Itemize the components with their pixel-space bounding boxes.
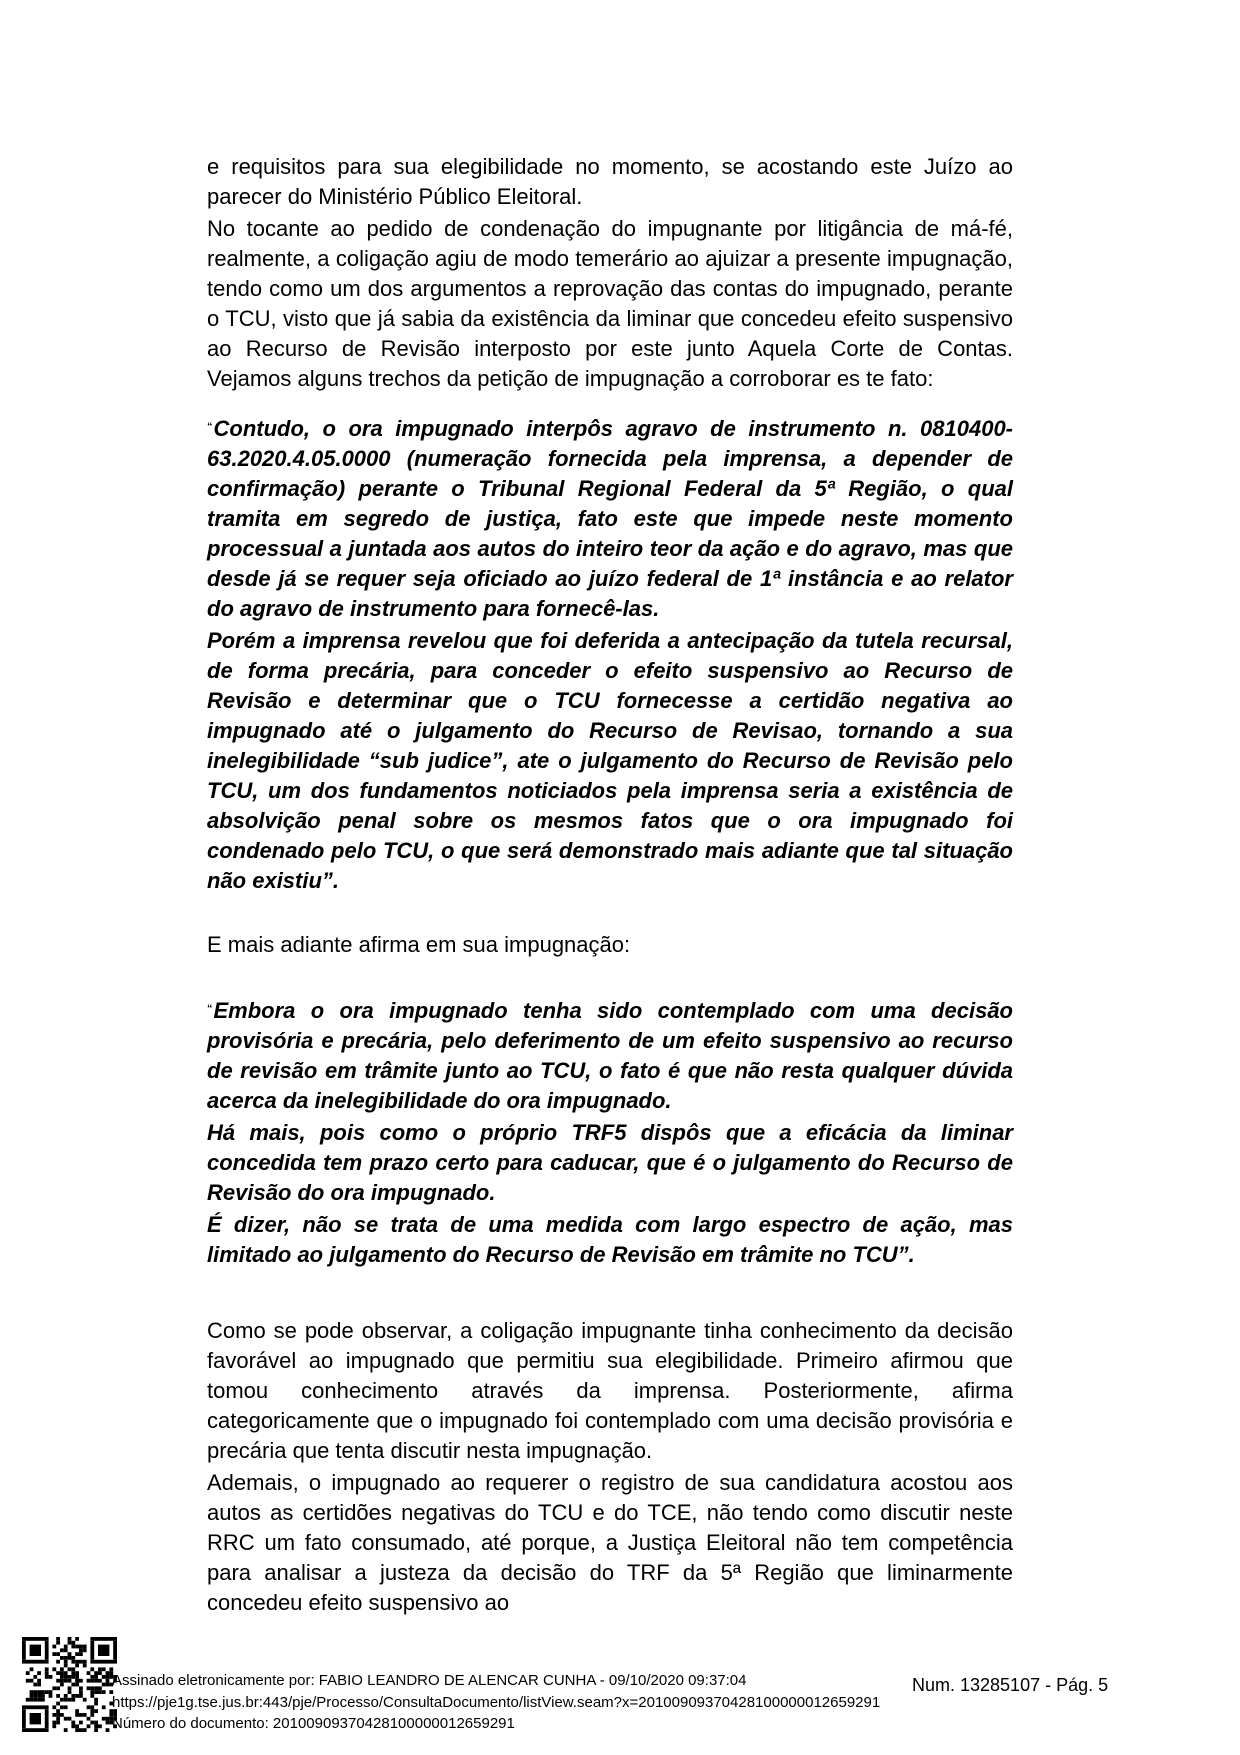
signature-footer (0, 1630, 1240, 1755)
quoted-paragraph: Há mais, pois como o próprio TRF5 dispôs que a eficácia da liminar concedida tem prazo certo para caducar, que é o julgamento do Recurso de Revisão do ora impugnado. (207, 1120, 1013, 1205)
signature-info (112, 1670, 880, 1735)
page-number-label: Num. 13285107 - Pág. 5 (912, 1675, 1109, 1695)
quoted-paragraph (207, 994, 1013, 1116)
verification-url-line: https://pje1g.tse.jus.br:443/pje/Processo/ConsultaDocumento/listView.seam?x=20100909370428100000012659291 (112, 1693, 881, 1711)
quoted-paragraph: É dizer, não se trata de uma medida com largo espectro de ação, mas limitado ao julgamento do Recurso de Revisão em trâmite no TCU”. (207, 1212, 1013, 1267)
paragraph: Ademais, o impugnado ao requerer o registro de sua candidatura acostou aos autos as certidões negativas do TCU e do TCE, não tendo como discutir neste RRC um fato consumado, até porque, a Justiça Eleitoral não tem competência para analisar a justeza da decisão do TRF da 5ª Região que liminarmente concedeu efeito suspensivo ao (207, 1470, 1013, 1615)
signed-by-line: Assinado eletronicamente por: FABIO LEANDRO DE ALENCAR CUNHA - 09/10/2020 09:37:04 (112, 1672, 747, 1689)
paragraph: e requisitos para sua elegibilidade no momento, se acostando este Juízo ao parecer do Ministério Público Eleitoral. (207, 154, 1013, 209)
qr-code-icon (22, 1637, 117, 1732)
paragraph: E mais adiante afirma em sua impugnação: (207, 932, 631, 957)
quote-mark: “ (207, 1003, 213, 1015)
quoted-paragraph (207, 412, 1013, 624)
quoted-text: Contudo, o ora impugnado interpôs agravo de instrumento n. 0810400-63.2020.4.05.0000 (numeração fornecida pela imprensa, a depender de confirmação) perante o Tribunal Regional Federal da 5ª Região, o qual tramita em segredo de justiça, fato este que impede neste momento processual a juntada aos autos do inteiro teor da ação e do agravo, mas que desde já se requer seja oficiado ao juízo federal de 1ª instância e ao relator do agravo de instrumento para fornecê-las. (207, 416, 1013, 621)
quoted-paragraph: Porém a imprensa revelou que foi deferida a antecipação da tutela recursal, de forma precária, para conceder o efeito suspensivo ao Recurso de Revisão e determinar que o TCU fornecesse a certidão negativa ao impugnado até o julgamento do Recurso de Revisao, tornando a sua inelegibilidade “sub judice”, ate o julgamento do Recurso de Revisão pelo TCU, um dos fundamentos noticiados pela imprensa seria a existência de absolvição penal sobre os mesmos fatos que o ora impugnado foi condenado pelo TCU, o que será demonstrado mais adiante que tal situação não existiu”. (207, 628, 1013, 893)
quote-mark: “ (207, 421, 213, 433)
paragraph: Como se pode observar, a coligação impugnante tinha conhecimento da decisão favorável ao impugnado que permitiu sua elegibilidade. Primeiro afirmou que tomou conhecimento através da imprensa. Posteriormente, afirma categoricamente que o impugnado foi contemplado com uma decisão provisória e precária que tenta discutir nesta impugnação. (207, 1318, 1013, 1463)
quoted-text: Embora o ora impugnado tenha sido contemplado com uma decisão provisória e precária, pelo deferimento de um efeito suspensivo ao recurso de revisão em trâmite junto ao TCU, o fato é que não resta qualquer dúvida acerca da inelegibilidade do ora impugnado. (207, 998, 1013, 1113)
document-body (207, 152, 1013, 1620)
document-number-line: Número do documento: 20100909370428100000012659291 (112, 1715, 515, 1732)
paragraph: No tocante ao pedido de condenação do impugnante por litigância de má-fé, realmente, a coligação agiu de modo temerário ao ajuizar a presente impugnação, tendo como um dos argumentos a reprovação das contas do impugnado, perante o TCU, visto que já sabia da existência da liminar que concedeu efeito suspensivo ao Recurso de Revisão interposto por este junto Aquela Corte de Contas. Vejamos alguns trechos da petição de impugnação a corroborar es te fato: (207, 216, 1013, 391)
